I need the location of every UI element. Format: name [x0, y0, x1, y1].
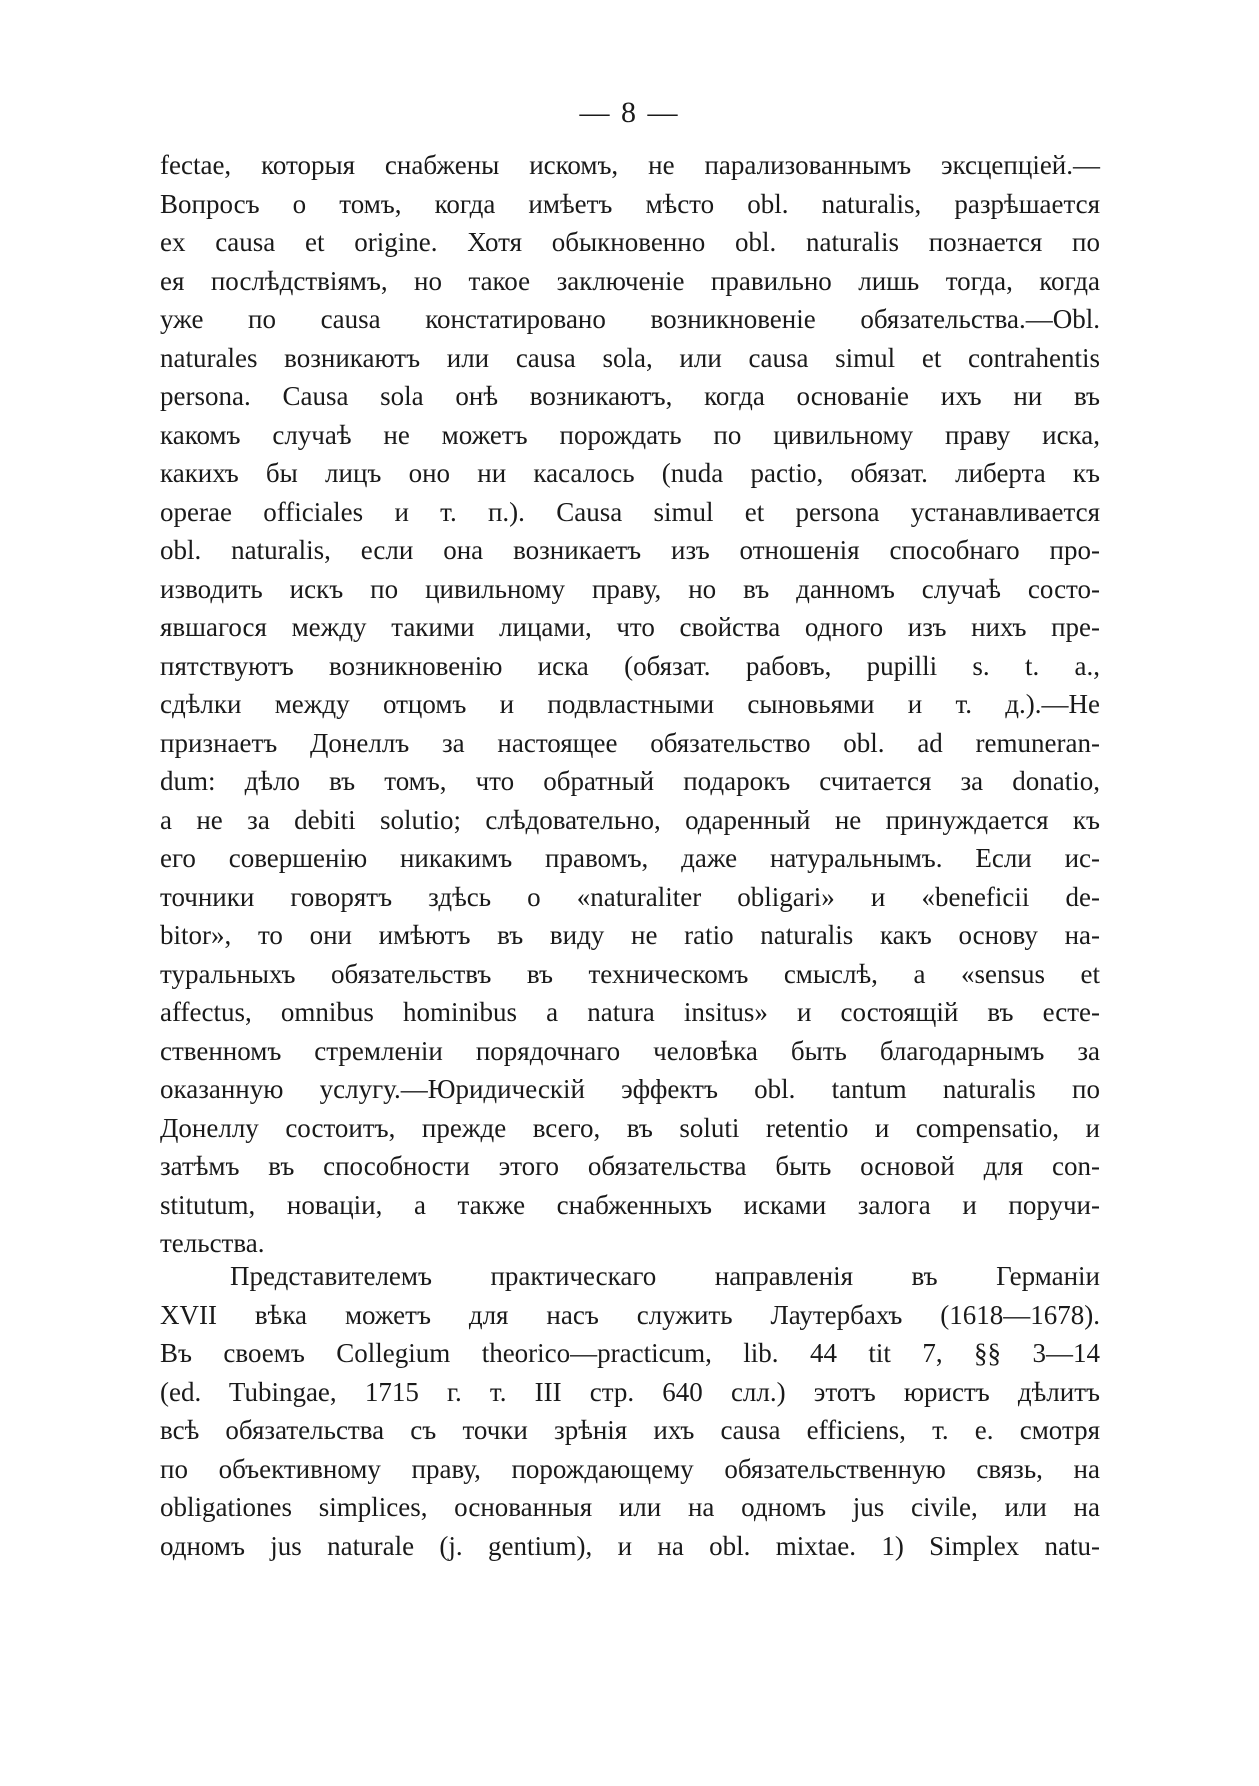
text-line: stitutum, новаціи, а также снабженныхъ исками залога и поручи-: [160, 1189, 1100, 1220]
text-line: тельства.: [160, 1228, 265, 1258]
text-line: одномъ jus naturale (j. gentium), и на obl. mixtae. 1) Simplex natu-: [160, 1530, 1100, 1561]
text-line: затѣмъ въ способности этого обязательства быть основой для con-: [160, 1151, 1100, 1181]
text-line: а не за debiti solutio; слѣдовательно, одаренный не принуждается къ: [160, 804, 1100, 835]
text-line: naturales возникаютъ или causa sola, или causa simul et contrahentis: [160, 342, 1100, 373]
text-line: какихъ бы лицъ оно ни касалось (nuda pactio, обязат. либерта къ: [160, 458, 1100, 488]
text-line: ственномъ стремленіи порядочнаго человѣка быть благодарнымъ за: [160, 1035, 1100, 1066]
text-line: Вопросъ о томъ, когда имѣетъ мѣсто obl. naturalis, разрѣшается: [160, 188, 1100, 219]
text-line: Представителемъ практическаго направленія въ Германіи: [230, 1261, 1100, 1291]
text-line: bitor», то они имѣютъ въ виду не ratio naturalis какъ основу на-: [160, 920, 1100, 950]
text-line: XVII вѣка можетъ для насъ служить Лаутербахъ (1618—1678).: [160, 1299, 1100, 1330]
text-line: оказанную услугу.—Юридическій эффектъ obl. tantum naturalis по: [160, 1074, 1100, 1104]
paragraph-2: [160, 1257, 1100, 1565]
text-line: ex causa et origine. Хотя обыкновенно obl. naturalis познается по: [160, 227, 1100, 257]
text-line: признаетъ Донеллъ за настоящее обязательство obl. ad remuneran-: [160, 727, 1100, 758]
text-line: obl. naturalis, если она возникаетъ изъ отношенія способнаго про-: [160, 535, 1100, 565]
text-line: по объективному праву, порождающему обязательственную связь, на: [160, 1453, 1100, 1484]
text-line: точники говорятъ здѣсь о «naturaliter obligari» и «beneficii de-: [160, 881, 1100, 912]
text-line: Донеллу состоитъ, прежде всего, въ soluti retentio и compensatio, и: [160, 1112, 1100, 1143]
text-line: persona. Causa sola онѣ возникаютъ, когда основаніе ихъ ни въ: [160, 381, 1100, 411]
paragraph-1: [160, 146, 1100, 1263]
text-line: ея послѣдствіямъ, но такое заключеніе правильно лишь тогда, когда: [160, 265, 1100, 296]
text-line: какомъ случаѣ не можетъ порождать по цивильному праву иска,: [160, 419, 1100, 450]
text-line: уже по causa констатировано возникновеніе обязательства.—Obl.: [160, 304, 1100, 334]
text-line: пятствуютъ возникновенію иска (обязат. рабовъ, pupilli s. t. a.,: [160, 650, 1100, 681]
text-line: fectae, которыя снабжены искомъ, не парализованнымъ эксцепціей.—: [160, 150, 1100, 180]
text-line: affectus, omnibus hominibus a natura insitus» и состоящій въ есте-: [160, 997, 1100, 1027]
text-line: изводить искъ по цивильному праву, но въ данномъ случаѣ состо-: [160, 573, 1100, 604]
text-line: (ed. Tubingae, 1715 г. т. III стр. 640 слл.) этотъ юристъ дѣлитъ: [160, 1376, 1100, 1407]
text-line: operae officiales и т. п.). Causa simul et persona устанавливается: [160, 496, 1100, 527]
text-line: явшагося между такими лицами, что свойства одного изъ нихъ пре-: [160, 612, 1100, 642]
page-number: — 8 —: [579, 96, 680, 129]
text-line: Въ своемъ Collegium theorico—practicum, lib. 44 tit 7, §§ 3—14: [160, 1338, 1100, 1368]
text-line: dum: дѣло въ томъ, что обратный подарокъ считается за donatio,: [160, 766, 1100, 796]
text-line: obligationes simplices, основанныя или на одномъ jus civile, или на: [160, 1492, 1100, 1522]
text-line: туральныхъ обязательствъ въ техническомъ смыслѣ, а «sensus et: [160, 958, 1100, 989]
text-line: его совершенію никакимъ правомъ, даже натуральнымъ. Если ис-: [160, 843, 1100, 873]
text-line: всѣ обязательства съ точки зрѣнія ихъ causa efficiens, т. е. смотря: [160, 1415, 1100, 1445]
text-line: сдѣлки между отцомъ и подвластными сыновьями и т. д.).—Не: [160, 689, 1100, 719]
